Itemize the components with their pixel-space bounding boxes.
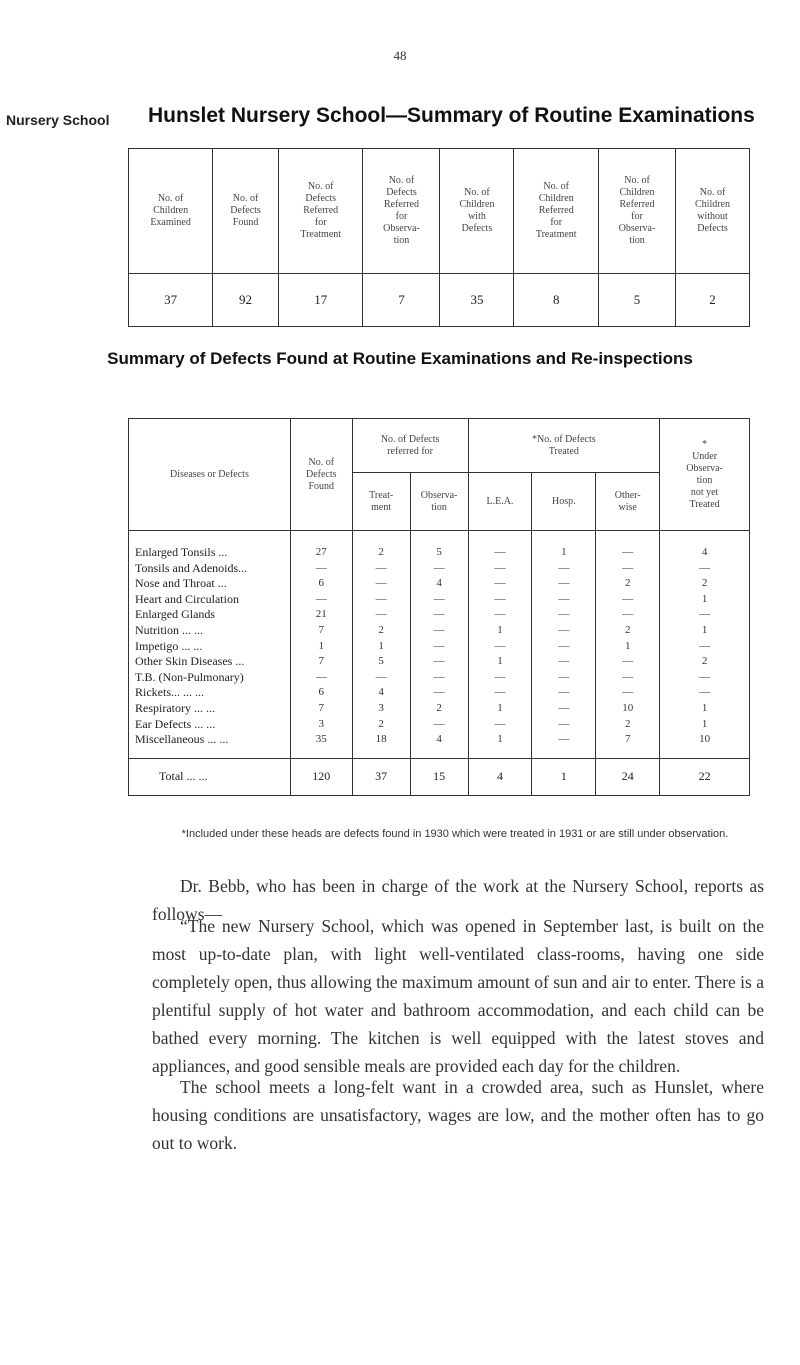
header-otherwise: Other- wise xyxy=(596,473,660,531)
cell-under: — xyxy=(660,670,750,686)
cell-found: 7 xyxy=(290,654,352,670)
table-row xyxy=(129,623,750,639)
table-row xyxy=(129,531,750,561)
row-label: Ear Defects ... ... xyxy=(129,717,291,733)
row-label: Enlarged Glands xyxy=(129,607,291,623)
header-children-without-defects: No. of Children without Defects xyxy=(676,149,750,274)
cell-under: 1 xyxy=(660,717,750,733)
table-row xyxy=(129,639,750,655)
header-children-with-defects: No. of Children with Defects xyxy=(440,149,514,274)
cell-lea: — xyxy=(468,607,532,623)
row-label: Heart and Circulation xyxy=(129,592,291,608)
cell-lea: 1 xyxy=(468,732,532,758)
cell-observation: 4 xyxy=(410,732,468,758)
row-label: T.B. (Non-Pulmonary) xyxy=(129,670,291,686)
cell-observation: — xyxy=(410,685,468,701)
cell-observation: 4 xyxy=(410,576,468,592)
total-found: 120 xyxy=(290,758,352,795)
total-row xyxy=(129,758,750,795)
table-row xyxy=(129,607,750,623)
cell-otherwise: 1 xyxy=(596,639,660,655)
table-row xyxy=(129,732,750,758)
cell-found: — xyxy=(290,670,352,686)
paragraph-intro: Dr. Bebb, who has been in charge of the work at the Nursery School, reports as follows— xyxy=(152,876,764,924)
footnote: *Included under these heads are defects found in 1930 which were treated in 1931 or are still under observation. xyxy=(181,828,729,840)
cell-hosp: — xyxy=(532,592,596,608)
cell-under: — xyxy=(660,639,750,655)
cell-observation: — xyxy=(410,607,468,623)
paragraph-conclusion: The school meets a long-felt want in a crowded area, such as Hunslet, where housing conditions are unsatisfactory, wages are low, and the mother often has to go out to work. xyxy=(152,1077,764,1153)
table-row xyxy=(129,670,750,686)
cell-lea: — xyxy=(468,639,532,655)
cell-observation: — xyxy=(410,717,468,733)
header-referred: No. of Defects referred for xyxy=(352,419,468,473)
cell-treatment: — xyxy=(352,561,410,577)
table-row xyxy=(129,654,750,670)
table-row xyxy=(129,592,750,608)
cell-lea: 1 xyxy=(468,654,532,670)
cell-otherwise: — xyxy=(596,685,660,701)
defects-table xyxy=(128,418,750,796)
cell-otherwise: — xyxy=(596,592,660,608)
cell-lea: — xyxy=(468,717,532,733)
cell-treatment: 18 xyxy=(352,732,410,758)
cell-hosp: — xyxy=(532,623,596,639)
cell-found: 6 xyxy=(290,576,352,592)
cell-lea: — xyxy=(468,561,532,577)
row-label: Other Skin Diseases ... xyxy=(129,654,291,670)
header-found: No. of Defects Found xyxy=(290,419,352,531)
cell-under: 2 xyxy=(660,576,750,592)
total-label: Total ... ... xyxy=(129,758,291,795)
cell-observation: — xyxy=(410,639,468,655)
header-children-referred-treatment: No. of Children Referred for Treatment xyxy=(514,149,599,274)
total-hosp: 1 xyxy=(532,758,596,795)
table-row xyxy=(129,576,750,592)
cell-treatment: 3 xyxy=(352,701,410,717)
cell-treatment: — xyxy=(352,670,410,686)
cell-hosp: — xyxy=(532,717,596,733)
total-lea: 4 xyxy=(468,758,532,795)
row-label: Respiratory ... ... xyxy=(129,701,291,717)
cell-observation: 5 xyxy=(410,531,468,561)
table-row xyxy=(129,561,750,577)
header-treated: *No. of Defects Treated xyxy=(468,419,660,473)
cell-treatment: 2 xyxy=(352,623,410,639)
total-otherwise: 24 xyxy=(596,758,660,795)
cell-lea: — xyxy=(468,592,532,608)
cell-otherwise: — xyxy=(596,531,660,561)
cell-under: — xyxy=(660,685,750,701)
cell-otherwise: — xyxy=(596,561,660,577)
header-children-examined: No. of Children Examined xyxy=(129,149,213,274)
cell-hosp: — xyxy=(532,576,596,592)
cell-observation: — xyxy=(410,670,468,686)
cell-under: 1 xyxy=(660,592,750,608)
table-row xyxy=(129,701,750,717)
cell-hosp: 1 xyxy=(532,531,596,561)
cell-hosp: — xyxy=(532,607,596,623)
cell-hosp: — xyxy=(532,685,596,701)
row-label: Tonsils and Adenoids... xyxy=(129,561,291,577)
cell-observation: — xyxy=(410,592,468,608)
row-label: Enlarged Tonsils ... xyxy=(129,531,291,561)
summary-values-row xyxy=(129,274,750,327)
cell-found: 7 xyxy=(290,701,352,717)
cell-observation: 2 xyxy=(410,701,468,717)
total-under: 22 xyxy=(660,758,750,795)
cell-treatment: 1 xyxy=(352,639,410,655)
cell-lea: 1 xyxy=(468,623,532,639)
header-treatment: Treat- ment xyxy=(352,473,410,531)
cell-hosp: — xyxy=(532,701,596,717)
defects-section-title: Summary of Defects Found at Routine Examinations and Re-inspections xyxy=(107,349,693,368)
cell-hosp: — xyxy=(532,561,596,577)
cell-otherwise: — xyxy=(596,654,660,670)
value-defects-referred-observation: 7 xyxy=(363,274,440,327)
cell-under: 10 xyxy=(660,732,750,758)
cell-under: — xyxy=(660,561,750,577)
header-defects-referred-treatment: No. of Defects Referred for Treatment xyxy=(278,149,363,274)
cell-found: — xyxy=(290,592,352,608)
header-diseases: Diseases or Defects xyxy=(129,419,291,531)
header-hosp: Hosp. xyxy=(532,473,596,531)
cell-lea: 1 xyxy=(468,701,532,717)
cell-found: 3 xyxy=(290,717,352,733)
header-children-referred-observation: No. of Children Referred for Observa- tion xyxy=(599,149,676,274)
value-children-referred-observation: 5 xyxy=(599,274,676,327)
cell-found: 6 xyxy=(290,685,352,701)
value-defects-found: 92 xyxy=(213,274,279,327)
row-label: Rickets... ... ... xyxy=(129,685,291,701)
header-defects-referred-observation: No. of Defects Referred for Observa- tion xyxy=(363,149,440,274)
cell-otherwise: 2 xyxy=(596,576,660,592)
cell-treatment: 2 xyxy=(352,531,410,561)
cell-lea: — xyxy=(468,576,532,592)
cell-lea: — xyxy=(468,670,532,686)
cell-treatment: — xyxy=(352,592,410,608)
cell-treatment: 4 xyxy=(352,685,410,701)
header-defects-found: No. of Defects Found xyxy=(213,149,279,274)
cell-otherwise: 10 xyxy=(596,701,660,717)
cell-otherwise: 7 xyxy=(596,732,660,758)
cell-otherwise: — xyxy=(596,607,660,623)
cell-observation: — xyxy=(410,561,468,577)
cell-found: 35 xyxy=(290,732,352,758)
value-defects-referred-treatment: 17 xyxy=(278,274,363,327)
value-children-examined: 37 xyxy=(129,274,213,327)
cell-treatment: — xyxy=(352,607,410,623)
cell-treatment: — xyxy=(352,576,410,592)
page-number: 48 xyxy=(393,48,407,63)
cell-lea: — xyxy=(468,531,532,561)
cell-hosp: — xyxy=(532,654,596,670)
cell-hosp: — xyxy=(532,670,596,686)
summary-table xyxy=(128,148,750,327)
paragraph-report: “The new Nursery School, which was opened in September last, is built on the most up-to-date plan, with light well-ventilated class-rooms, having one side completely open, thus allowing the maximum amount of sun and air to enter. There is a plentiful supply of hot water and bathroom accommodation, and each child can be bathed every morning. The kitchen is well equipped with the latest stoves and appliances, and good sensible meals are provided each day for the children. xyxy=(152,916,764,1076)
value-children-referred-treatment: 8 xyxy=(514,274,599,327)
cell-under: — xyxy=(660,607,750,623)
defects-body xyxy=(129,531,750,759)
cell-found: 1 xyxy=(290,639,352,655)
cell-otherwise: 2 xyxy=(596,717,660,733)
cell-otherwise: — xyxy=(596,670,660,686)
cell-treatment: 2 xyxy=(352,717,410,733)
cell-observation: — xyxy=(410,623,468,639)
cell-found: 27 xyxy=(290,531,352,561)
total-treatment: 37 xyxy=(352,758,410,795)
table-row xyxy=(129,717,750,733)
cell-under: 2 xyxy=(660,654,750,670)
header-observation: Observa- tion xyxy=(410,473,468,531)
cell-found: — xyxy=(290,561,352,577)
row-label: Nutrition ... ... xyxy=(129,623,291,639)
cell-hosp: — xyxy=(532,639,596,655)
total-observation: 15 xyxy=(410,758,468,795)
summary-header-row xyxy=(129,149,750,274)
cell-found: 21 xyxy=(290,607,352,623)
cell-otherwise: 2 xyxy=(596,623,660,639)
row-label: Miscellaneous ... ... xyxy=(129,732,291,758)
cell-observation: — xyxy=(410,654,468,670)
cell-under: 1 xyxy=(660,623,750,639)
table-row xyxy=(129,685,750,701)
cell-under: 4 xyxy=(660,531,750,561)
value-children-with-defects: 35 xyxy=(440,274,514,327)
cell-under: 1 xyxy=(660,701,750,717)
header-lea: L.E.A. xyxy=(468,473,532,531)
row-label: Nose and Throat ... xyxy=(129,576,291,592)
cell-found: 7 xyxy=(290,623,352,639)
defects-header-row-1 xyxy=(129,419,750,473)
cell-hosp: — xyxy=(532,732,596,758)
cell-lea: — xyxy=(468,685,532,701)
row-label: Impetigo ... ... xyxy=(129,639,291,655)
header-under-observation: * Under Observa- tion not yet Treated xyxy=(660,419,750,531)
cell-treatment: 5 xyxy=(352,654,410,670)
value-children-without-defects: 2 xyxy=(676,274,750,327)
page-title: Hunslet Nursery School—Summary of Routine Examinations xyxy=(148,104,755,127)
side-label: Nursery School xyxy=(6,112,110,128)
